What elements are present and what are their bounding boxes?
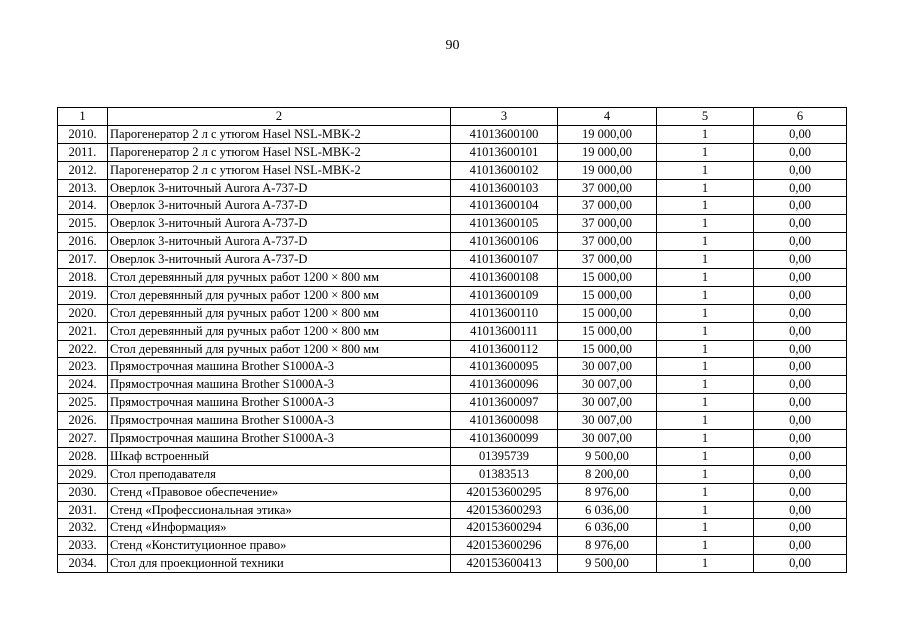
quantity-cell: 1: [657, 179, 754, 197]
residual-value-cell: 0,00: [754, 394, 847, 412]
unit-price-cell: 37 000,00: [558, 215, 657, 233]
unit-price-cell: 19 000,00: [558, 125, 657, 143]
inventory-code-cell: 41013600096: [451, 376, 558, 394]
item-name-cell: Парогенератор 2 л с утюгом Hasel NSL-MBK-2: [108, 161, 451, 179]
item-name-cell: Оверлок 3-ниточный Aurora A-737-D: [108, 197, 451, 215]
inventory-code-cell: 41013600100: [451, 125, 558, 143]
item-name-cell: Прямострочная машина Brother S1000A-3: [108, 430, 451, 448]
unit-price-cell: 6 036,00: [558, 519, 657, 537]
row-number-cell: 2034.: [58, 555, 108, 573]
inventory-code-cell: 41013600107: [451, 251, 558, 269]
residual-value-cell: 0,00: [754, 447, 847, 465]
unit-price-cell: 8 200,00: [558, 465, 657, 483]
quantity-cell: 1: [657, 125, 754, 143]
column-header-number: 1: [58, 108, 108, 126]
inventory-code-cell: 420153600295: [451, 483, 558, 501]
inventory-code-cell: 41013600109: [451, 286, 558, 304]
table-row: [58, 125, 847, 143]
table-row: [58, 197, 847, 215]
item-name-cell: Прямострочная машина Brother S1000A-3: [108, 358, 451, 376]
residual-value-cell: 0,00: [754, 161, 847, 179]
row-number-cell: 2016.: [58, 233, 108, 251]
column-header-code: 3: [451, 108, 558, 126]
residual-value-cell: 0,00: [754, 376, 847, 394]
item-name-cell: Прямострочная машина Brother S1000A-3: [108, 394, 451, 412]
row-number-cell: 2033.: [58, 537, 108, 555]
row-number-cell: 2027.: [58, 430, 108, 448]
table-row: [58, 179, 847, 197]
page-number: 90: [445, 38, 460, 53]
row-number-cell: 2018.: [58, 269, 108, 287]
item-name-cell: Стенд «Правовое обеспечение»: [108, 483, 451, 501]
item-name-cell: Шкаф встроенный: [108, 447, 451, 465]
item-name-cell: Оверлок 3-ниточный Aurora A-737-D: [108, 233, 451, 251]
table-row: [58, 215, 847, 233]
column-header-name: 2: [108, 108, 451, 126]
quantity-cell: 1: [657, 233, 754, 251]
quantity-cell: 1: [657, 412, 754, 430]
unit-price-cell: 15 000,00: [558, 269, 657, 287]
item-name-cell: Прямострочная машина Brother S1000A-3: [108, 376, 451, 394]
residual-value-cell: 0,00: [754, 340, 847, 358]
row-number-cell: 2011.: [58, 143, 108, 161]
row-number-cell: 2022.: [58, 340, 108, 358]
item-name-cell: Оверлок 3-ниточный Aurora A-737-D: [108, 215, 451, 233]
unit-price-cell: 30 007,00: [558, 412, 657, 430]
inventory-code-cell: 01383513: [451, 465, 558, 483]
table-row: [58, 269, 847, 287]
residual-value-cell: 0,00: [754, 358, 847, 376]
table-row: [58, 537, 847, 555]
residual-value-cell: 0,00: [754, 430, 847, 448]
quantity-cell: 1: [657, 501, 754, 519]
table-row: [58, 412, 847, 430]
quantity-cell: 1: [657, 215, 754, 233]
residual-value-cell: 0,00: [754, 501, 847, 519]
unit-price-cell: 37 000,00: [558, 197, 657, 215]
inventory-code-cell: 41013600106: [451, 233, 558, 251]
inventory-code-cell: 41013600095: [451, 358, 558, 376]
unit-price-cell: 6 036,00: [558, 501, 657, 519]
residual-value-cell: 0,00: [754, 537, 847, 555]
residual-value-cell: 0,00: [754, 215, 847, 233]
row-number-cell: 2031.: [58, 501, 108, 519]
residual-value-cell: 0,00: [754, 519, 847, 537]
table-row: [58, 143, 847, 161]
inventory-code-cell: 420153600293: [451, 501, 558, 519]
inventory-code-cell: 41013600098: [451, 412, 558, 430]
unit-price-cell: 37 000,00: [558, 179, 657, 197]
quantity-cell: 1: [657, 161, 754, 179]
quantity-cell: 1: [657, 269, 754, 287]
row-number-cell: 2030.: [58, 483, 108, 501]
row-number-cell: 2010.: [58, 125, 108, 143]
row-number-cell: 2028.: [58, 447, 108, 465]
item-name-cell: Стол деревянный для ручных работ 1200 × 800 мм: [108, 304, 451, 322]
quantity-cell: 1: [657, 286, 754, 304]
residual-value-cell: 0,00: [754, 555, 847, 573]
unit-price-cell: 15 000,00: [558, 286, 657, 304]
row-number-cell: 2014.: [58, 197, 108, 215]
quantity-cell: 1: [657, 519, 754, 537]
row-number-cell: 2013.: [58, 179, 108, 197]
quantity-cell: 1: [657, 340, 754, 358]
unit-price-cell: 30 007,00: [558, 376, 657, 394]
table-row: [58, 555, 847, 573]
row-number-cell: 2024.: [58, 376, 108, 394]
quantity-cell: 1: [657, 394, 754, 412]
inventory-code-cell: 420153600296: [451, 537, 558, 555]
quantity-cell: 1: [657, 197, 754, 215]
table-row: [58, 501, 847, 519]
unit-price-cell: 30 007,00: [558, 394, 657, 412]
item-name-cell: Оверлок 3-ниточный Aurora A-737-D: [108, 251, 451, 269]
quantity-cell: 1: [657, 447, 754, 465]
table-row: [58, 161, 847, 179]
item-name-cell: Парогенератор 2 л с утюгом Hasel NSL-MBK-2: [108, 143, 451, 161]
row-number-cell: 2015.: [58, 215, 108, 233]
unit-price-cell: 8 976,00: [558, 483, 657, 501]
quantity-cell: 1: [657, 483, 754, 501]
table-row: [58, 447, 847, 465]
table-row: [58, 322, 847, 340]
quantity-cell: 1: [657, 430, 754, 448]
table-row: [58, 251, 847, 269]
inventory-code-cell: 01395739: [451, 447, 558, 465]
residual-value-cell: 0,00: [754, 233, 847, 251]
residual-value-cell: 0,00: [754, 179, 847, 197]
row-number-cell: 2026.: [58, 412, 108, 430]
unit-price-cell: 19 000,00: [558, 161, 657, 179]
residual-value-cell: 0,00: [754, 286, 847, 304]
unit-price-cell: 30 007,00: [558, 430, 657, 448]
item-name-cell: Стол деревянный для ручных работ 1200 × 800 мм: [108, 286, 451, 304]
table-header-row: [58, 108, 847, 126]
row-number-cell: 2020.: [58, 304, 108, 322]
residual-value-cell: 0,00: [754, 322, 847, 340]
residual-value-cell: 0,00: [754, 304, 847, 322]
unit-price-cell: 15 000,00: [558, 322, 657, 340]
row-number-cell: 2012.: [58, 161, 108, 179]
item-name-cell: Стол преподавателя: [108, 465, 451, 483]
table-row: [58, 465, 847, 483]
inventory-code-cell: 41013600111: [451, 322, 558, 340]
table-row: [58, 483, 847, 501]
inventory-code-cell: 41013600097: [451, 394, 558, 412]
item-name-cell: Стенд «Профессиональная этика»: [108, 501, 451, 519]
item-name-cell: Стол для проекционной техники: [108, 555, 451, 573]
inventory-code-cell: 420153600413: [451, 555, 558, 573]
unit-price-cell: 9 500,00: [558, 447, 657, 465]
item-name-cell: Парогенератор 2 л с утюгом Hasel NSL-MBK-2: [108, 125, 451, 143]
inventory-code-cell: 41013600101: [451, 143, 558, 161]
item-name-cell: Оверлок 3-ниточный Aurora A-737-D: [108, 179, 451, 197]
quantity-cell: 1: [657, 358, 754, 376]
inventory-code-cell: 41013600104: [451, 197, 558, 215]
unit-price-cell: 15 000,00: [558, 340, 657, 358]
residual-value-cell: 0,00: [754, 251, 847, 269]
residual-value-cell: 0,00: [754, 197, 847, 215]
row-number-cell: 2019.: [58, 286, 108, 304]
row-number-cell: 2032.: [58, 519, 108, 537]
inventory-code-cell: 41013600102: [451, 161, 558, 179]
table-row: [58, 430, 847, 448]
inventory-code-cell: 41013600110: [451, 304, 558, 322]
row-number-cell: 2021.: [58, 322, 108, 340]
unit-price-cell: 15 000,00: [558, 304, 657, 322]
table-row: [58, 394, 847, 412]
item-name-cell: Прямострочная машина Brother S1000A-3: [108, 412, 451, 430]
residual-value-cell: 0,00: [754, 269, 847, 287]
table-row: [58, 340, 847, 358]
table-row: [58, 304, 847, 322]
quantity-cell: 1: [657, 376, 754, 394]
residual-value-cell: 0,00: [754, 125, 847, 143]
quantity-cell: 1: [657, 555, 754, 573]
quantity-cell: 1: [657, 251, 754, 269]
inventory-code-cell: 41013600103: [451, 179, 558, 197]
residual-value-cell: 0,00: [754, 143, 847, 161]
unit-price-cell: 37 000,00: [558, 251, 657, 269]
inventory-code-cell: 41013600108: [451, 269, 558, 287]
row-number-cell: 2025.: [58, 394, 108, 412]
column-header-value: 6: [754, 108, 847, 126]
table-row: [58, 286, 847, 304]
unit-price-cell: 9 500,00: [558, 555, 657, 573]
inventory-code-cell: 420153600294: [451, 519, 558, 537]
residual-value-cell: 0,00: [754, 483, 847, 501]
inventory-code-cell: 41013600112: [451, 340, 558, 358]
unit-price-cell: 19 000,00: [558, 143, 657, 161]
quantity-cell: 1: [657, 304, 754, 322]
quantity-cell: 1: [657, 465, 754, 483]
table-row: [58, 519, 847, 537]
quantity-cell: 1: [657, 143, 754, 161]
unit-price-cell: 37 000,00: [558, 233, 657, 251]
item-name-cell: Стол деревянный для ручных работ 1200 × 800 мм: [108, 269, 451, 287]
unit-price-cell: 30 007,00: [558, 358, 657, 376]
row-number-cell: 2017.: [58, 251, 108, 269]
residual-value-cell: 0,00: [754, 412, 847, 430]
column-header-quantity: 5: [657, 108, 754, 126]
item-name-cell: Стол деревянный для ручных работ 1200 × 800 мм: [108, 340, 451, 358]
table-row: [58, 358, 847, 376]
item-name-cell: Стол деревянный для ручных работ 1200 × 800 мм: [108, 322, 451, 340]
inventory-code-cell: 41013600105: [451, 215, 558, 233]
quantity-cell: 1: [657, 537, 754, 555]
item-name-cell: Стенд «Информация»: [108, 519, 451, 537]
row-number-cell: 2029.: [58, 465, 108, 483]
table-row: [58, 233, 847, 251]
table-row: [58, 376, 847, 394]
unit-price-cell: 8 976,00: [558, 537, 657, 555]
residual-value-cell: 0,00: [754, 465, 847, 483]
row-number-cell: 2023.: [58, 358, 108, 376]
inventory-code-cell: 41013600099: [451, 430, 558, 448]
quantity-cell: 1: [657, 322, 754, 340]
item-name-cell: Стенд «Конституционное право»: [108, 537, 451, 555]
inventory-table: [57, 107, 847, 573]
column-header-price: 4: [558, 108, 657, 126]
